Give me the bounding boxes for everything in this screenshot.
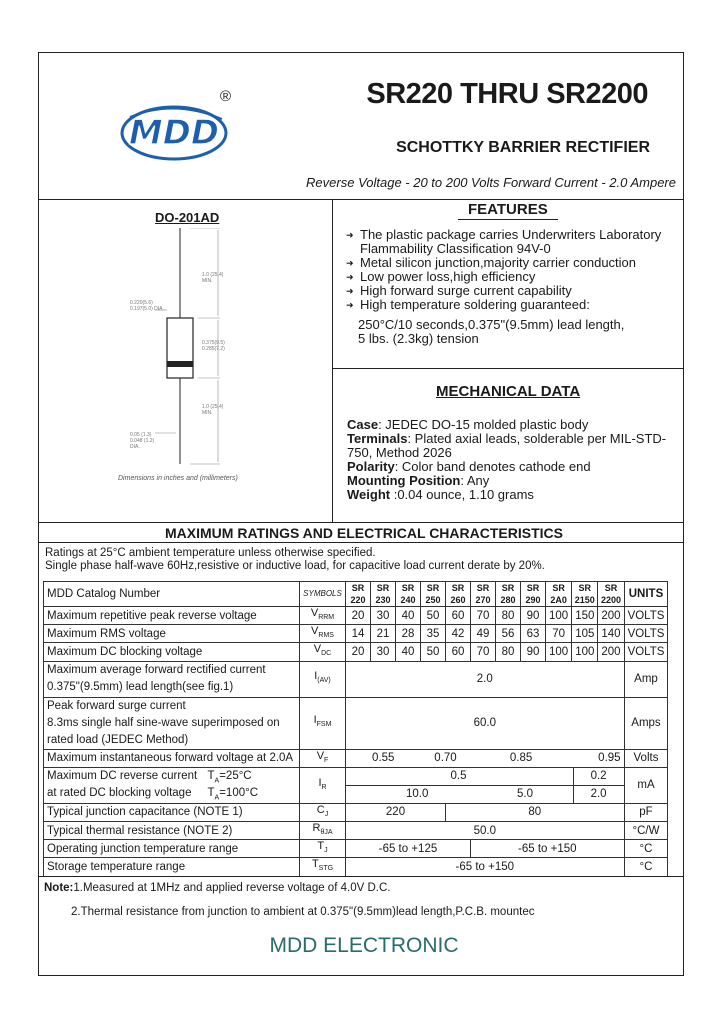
table-row-vdc: Maximum DC blocking voltage $V_{DC}$ 20 30 40 50 60 70 80 90 100 100 200 VOLTS xyxy=(44,643,668,661)
table-row-iav: Maximum average forward rectified current 0.375"(9.5mm) lead length(see fig.1) $I_{(AV)}$ 2.0 Amp xyxy=(44,661,668,697)
mechanical-title: MECHANICAL DATA xyxy=(436,383,581,400)
feature-continuation: 250°C/10 seconds,0.375"(9.5mm) lead length, xyxy=(358,317,625,332)
note-1: Note:1.Measured at 1MHz and applied reverse voltage of 4.0V D.C. xyxy=(44,882,391,894)
table-divider xyxy=(38,522,684,523)
package-title: DO-201AD xyxy=(155,210,220,225)
model-header: SR 280 xyxy=(496,582,521,607)
symbol-cell: $R_{\theta JA}$ xyxy=(300,821,346,839)
symbol-cell: $I_R$ xyxy=(300,767,346,803)
dim-body-length: 0.375(9.5) 0.285(7.2) xyxy=(202,340,225,352)
note-2: 2.Thermal resistance from junction to ambient at 0.375"(9.5mm)lead length,P.C.B. mountec xyxy=(71,906,535,918)
footer-brand: MDD ELECTRONIC xyxy=(269,934,459,957)
table-row-ifsm: Peak forward surge current 8.3ms single half sine-wave superimposed on rated load (JEDEC Method) $I_{FSM}$ 60.0 Amps xyxy=(44,697,668,749)
dimension-note: Dimensions in inches and (millimeters) xyxy=(118,475,238,482)
mech-weight: Weight :0.04 ounce, 1.10 grams xyxy=(347,487,534,502)
symbol-cell: $T_{STG}$ xyxy=(300,858,346,876)
model-header: SR 290 xyxy=(521,582,546,607)
table-row-vrrm: Maximum repetitive peak reverse voltage $V_{RRM}$ 20 30 40 50 60 70 80 90 100 150 200 VOLTS xyxy=(44,607,668,625)
mech-terminals: Terminals: Plated axial leads, solderable per MIL-STD-750, Method 2026 xyxy=(347,431,667,460)
table-row-tstg: Storage temperature range $T_{STG}$ -65 to +150 °C xyxy=(44,858,668,876)
symbol-cell: $V_{RMS}$ xyxy=(300,625,346,643)
mech-mounting: Mounting Position: Any xyxy=(347,473,490,488)
ratings-divider xyxy=(38,542,684,543)
dim-body-dia: 0.220(5.6) 0.197(5.0) DIA. xyxy=(130,300,164,312)
table-header-row xyxy=(44,582,668,607)
symbol-cell: $I_{(AV)}$ xyxy=(300,661,346,697)
registered-mark: ® xyxy=(220,88,232,105)
model-header: SR 260 xyxy=(446,582,471,607)
feature-continuation: 5 lbs. (2.3kg) tension xyxy=(358,331,479,346)
ratings-notes: Ratings at 25°C ambient temperature unless otherwise specified. Single phase half-wave 60Hz,resistive or inductive load, for capacitive load current derate by 20%. xyxy=(45,547,545,572)
feature-item: ➜ Low power loss,high efficiency xyxy=(346,269,536,284)
table-row-tj: Operating junction temperature range $T_J$ -65 to +125 -65 to +150 °C xyxy=(44,840,668,858)
dim-lead-dia: 0.05 (1.3) 0.048 (1.2) DIA. xyxy=(130,432,155,450)
header-divider xyxy=(38,199,684,200)
ratings-table xyxy=(43,581,668,877)
symbol-cell: $T_J$ xyxy=(300,840,346,858)
ratings-title: MAXIMUM RATINGS AND ELECTRICAL CHARACTERISTICS xyxy=(165,525,563,541)
mech-polarity: Polarity: Color band denotes cathode end xyxy=(347,459,591,474)
page-title: SR220 THRU SR2200 xyxy=(366,78,648,110)
arrow-bullet-icon: ➜ xyxy=(346,286,354,296)
model-header: SR 230 xyxy=(371,582,396,607)
table-row-cj: Typical junction capacitance (NOTE 1) $C_J$ 220 80 pF xyxy=(44,803,668,821)
catalog-header: MDD Catalog Number xyxy=(44,582,300,607)
symbol-cell: $V_F$ xyxy=(300,749,346,767)
table-row-ir: Maximum DC reverse current $T_A=25^\circ C$ at rated DC blocking voltage $T_A=100^\circ C$ $I_R$ 0.5 0.2 10.0 5.0 2.0 mA xyxy=(44,767,668,803)
dim-lead-bottom: 1.0 (25.4) MIN. xyxy=(202,404,224,416)
feature-item: ➜ Metal silicon junction,majority carrier conduction xyxy=(346,255,637,270)
model-header: SR 270 xyxy=(471,582,496,607)
units-header: UNITS xyxy=(624,582,668,607)
arrow-bullet-icon: ➜ xyxy=(346,272,354,282)
model-header: SR 2150 xyxy=(572,582,598,607)
feature-item: ➜ The plastic package carries Underwriters Laboratory Flammability Classification 94V-0 xyxy=(346,227,662,256)
svg-text:MDD: MDD xyxy=(128,113,220,153)
feature-item: ➜ High temperature soldering guaranteed: xyxy=(346,297,590,312)
package-divider xyxy=(332,199,333,522)
mech-case: Case: JEDEC DO-15 molded plastic body xyxy=(347,417,589,432)
model-header: SR 250 xyxy=(421,582,446,607)
model-header: SR 240 xyxy=(396,582,421,607)
features-divider xyxy=(332,368,684,369)
table-row-rja: Typical thermal resistance (NOTE 2) $R_{\theta JA}$ 50.0 °C/W xyxy=(44,821,668,839)
model-header: SR 2A0 xyxy=(546,582,572,607)
table-row-vrms: Maximum RMS voltage $V_{RMS}$ 14 21 28 35 42 49 56 63 70 105 140 VOLTS xyxy=(44,625,668,643)
page-subtitle: SCHOTTKY BARRIER RECTIFIER xyxy=(396,139,650,156)
dim-lead-top: 1.0 (25.4) MIN. xyxy=(202,272,224,284)
arrow-bullet-icon: ➜ xyxy=(346,300,354,310)
feature-item: ➜ High forward surge current capability xyxy=(346,283,572,298)
arrow-bullet-icon: ➜ xyxy=(346,230,354,240)
rating-line: Reverse Voltage - 20 to 200 Volts Forward Current - 2.0 Ampere xyxy=(306,175,676,190)
model-header: SR 220 xyxy=(346,582,371,607)
features-list xyxy=(346,228,680,346)
notes-divider xyxy=(38,876,684,877)
symbol-cell: $I_{FSM}$ xyxy=(300,697,346,749)
features-title: FEATURES xyxy=(458,201,558,220)
table-row-vf: Maximum instantaneous forward voltage at 2.0A $V_F$ 0.55 0.70 0.85 0.95 Volts xyxy=(44,749,668,767)
mechanical-data xyxy=(347,418,683,502)
model-header: SR 2200 xyxy=(598,582,624,607)
arrow-bullet-icon: ➜ xyxy=(346,258,354,268)
symbol-cell: $C_J$ xyxy=(300,803,346,821)
symbol-cell: $V_{DC}$ xyxy=(300,643,346,661)
symbols-header: SYMBOLS xyxy=(300,582,346,607)
symbol-cell: $V_{RRM}$ xyxy=(300,607,346,625)
